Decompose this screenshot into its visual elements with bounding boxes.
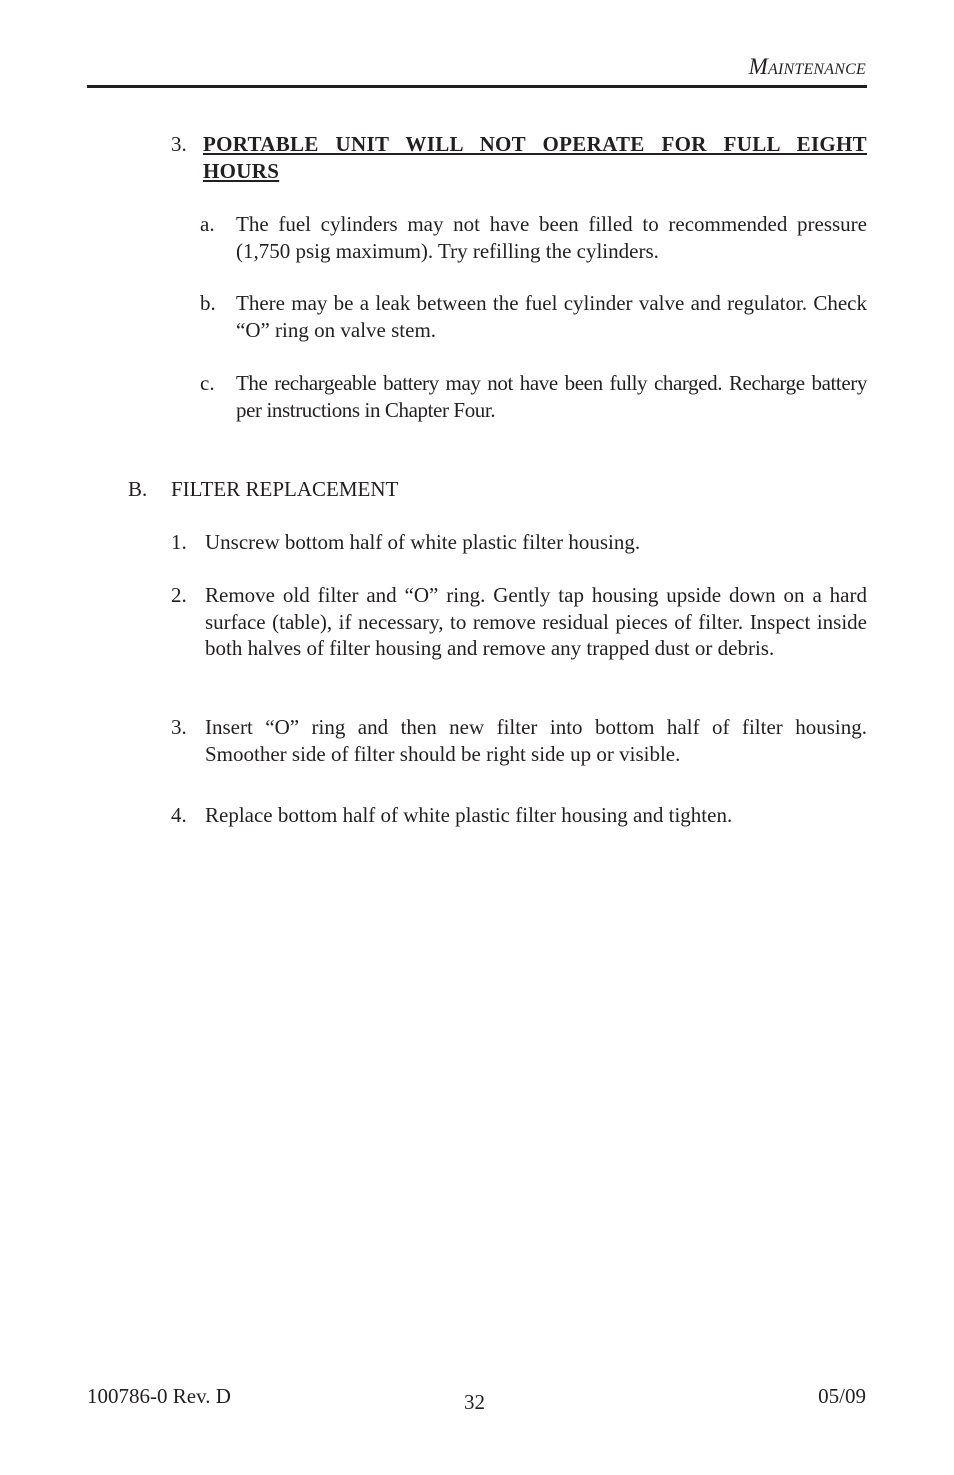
step-text: Insert “O” ring and then new filter into bottom half of filter housing. Smoother side of filter should be right side up or visible. (205, 715, 867, 766)
item-number: 3. (171, 132, 187, 156)
footer-date: 05/09 (818, 1384, 866, 1408)
header-rule (87, 85, 867, 88)
step-number: 3. (171, 715, 187, 739)
item-heading (203, 131, 867, 184)
step-text: Remove old filter and “O” ring. Gently tap housing upside down on a hard surface (table), if necessary, to remove residual pieces of filter. Inspect inside both halves of filter housing and remove any trapped dust or debris. (205, 583, 867, 660)
footer-doc-number: 100786-0 Rev. D (87, 1384, 231, 1408)
section-marker: B. (128, 477, 148, 501)
subitem-text: The rechargeable battery may not have been fully charged. Recharge battery per instructions in Chapter Four. (236, 371, 867, 422)
footer-page-number: 32 (464, 1390, 485, 1414)
step-number: 1. (171, 530, 187, 554)
step-number: 4. (171, 803, 187, 827)
subitem-text: There may be a leak between the fuel cylinder valve and regulator. Check “O” ring on valve stem. (236, 291, 867, 342)
item-heading-text: PORTABLE UNIT WILL NOT OPERATE FOR FULL EIGHT HOURS (203, 132, 867, 183)
subitem-text: The fuel cylinders may not have been filled to recommended pressure (1,750 psig maximum). Try refilling the cylinders. (236, 212, 867, 263)
subitem-marker: a. (200, 212, 215, 236)
subitem-marker: c. (200, 371, 215, 395)
section-title: FILTER REPLACEMENT (171, 477, 399, 501)
subitem-marker: b. (200, 291, 216, 315)
step-number: 2. (171, 583, 187, 607)
step-text: Unscrew bottom half of white plastic filter housing. (205, 530, 641, 554)
running-header: Maintenance (748, 54, 866, 79)
step-text: Replace bottom half of white plastic filter housing and tighten. (205, 803, 733, 827)
